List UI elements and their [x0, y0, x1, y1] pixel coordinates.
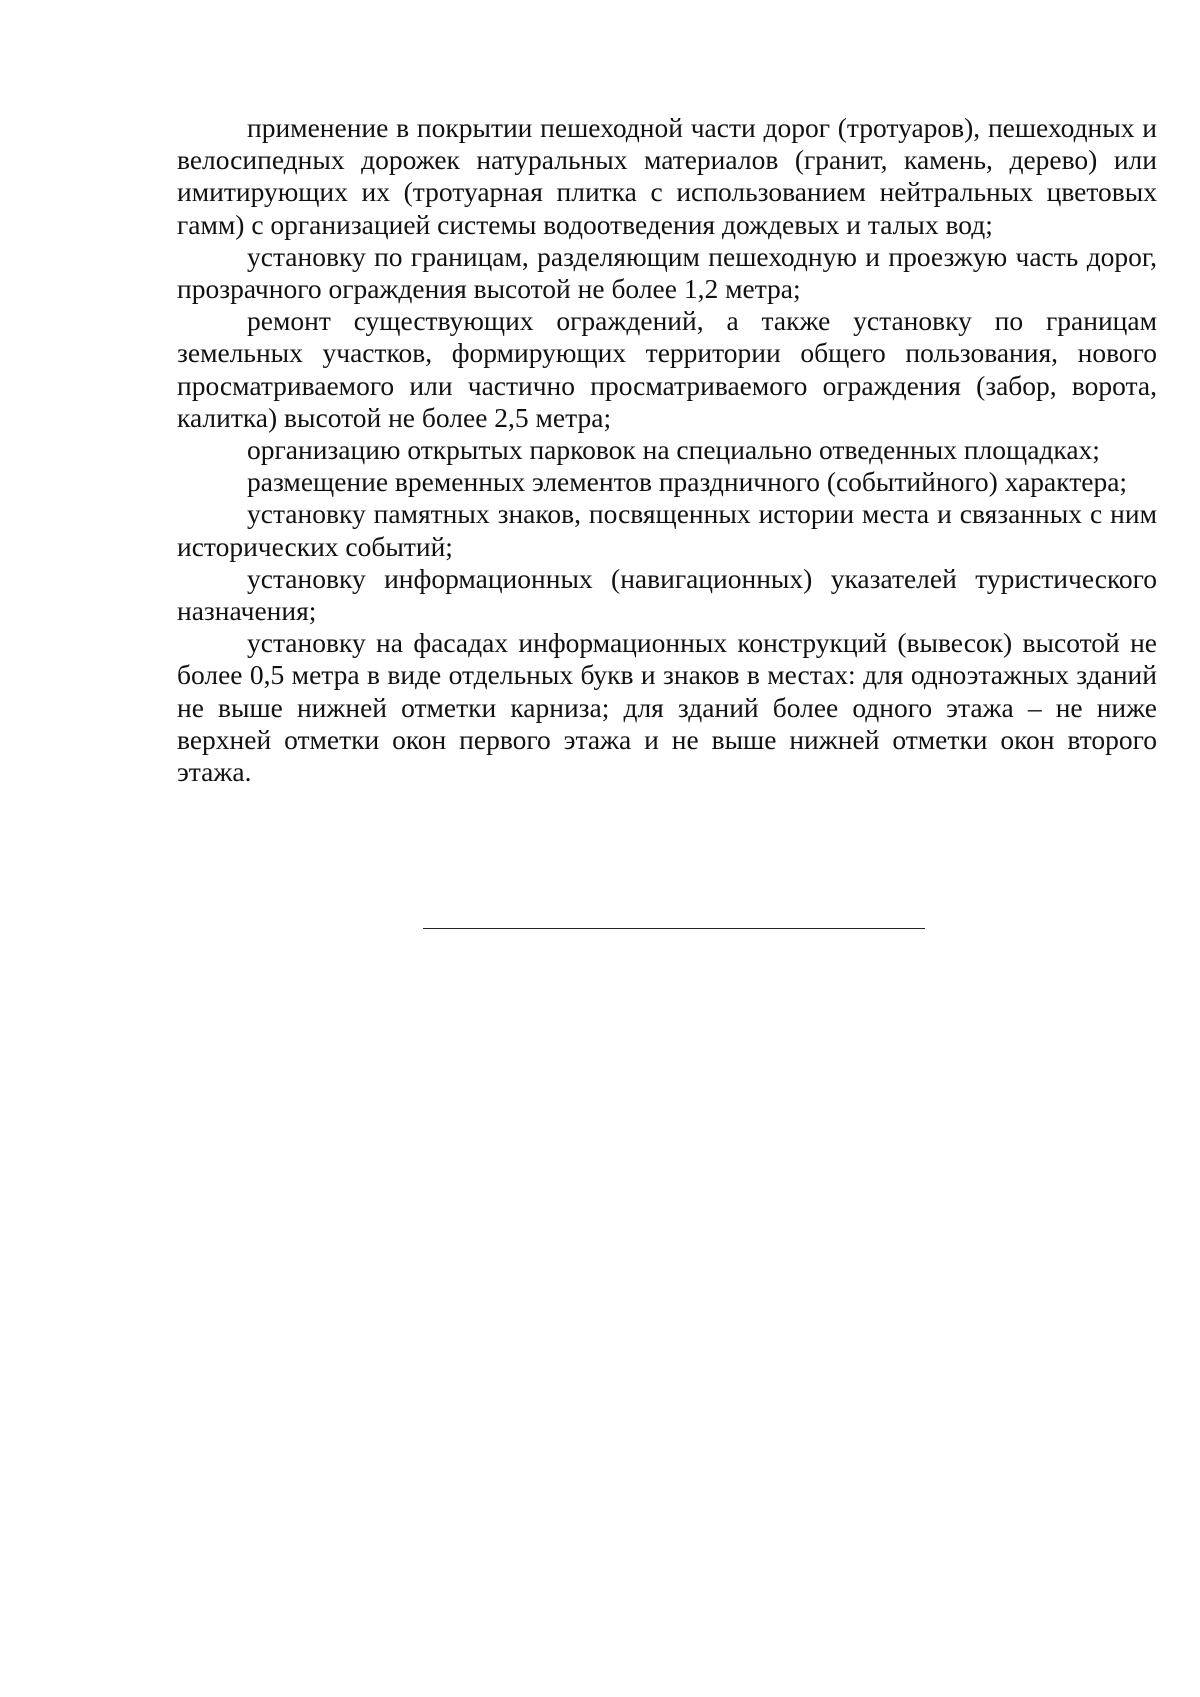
- paragraph-navigation-signs: установку информационных (навигационных) указателей туристического назначения;: [177, 562, 1157, 627]
- paragraph-fence-repair: ремонт существующих ограждений, а также установку по границам земельных участков, формирующих территории общего пользования, нового просматриваемого или частично просматриваемого ограждения (забор, ворота, калитка) высотой не более 2,5 метра;: [177, 305, 1157, 433]
- document-body: [177, 112, 1157, 788]
- paragraph-memorial-signs: установку памятных знаков, посвященных истории места и связанных с ним исторических событий;: [177, 498, 1157, 562]
- paragraph-festive-elements: размещение временных элементов праздничного (событийного) характера;: [247, 466, 1128, 498]
- paragraph-transparent-fence: установку по границам, разделяющим пешеходную и проезжую часть дорог, прозрачного ограждения высотой не более 1,2 метра;: [177, 240, 1157, 305]
- paragraph-facade-signs: установку на фасадах информационных конструкций (вывесок) высотой не более 0,5 метра в виде отдельных букв и знаков в местах: для одноэтажных зданий не выше нижней отметки карниза; для зданий более одного этажа – не ниже верхней отметки окон первого этажа и не выше нижней отметки окон второго этажа.: [177, 627, 1157, 788]
- end-divider-line: [423, 928, 925, 929]
- paragraph-parking: организацию открытых парковок на специально отведенных площадках;: [247, 434, 1100, 466]
- paragraph-paving: применение в покрытии пешеходной части дорог (тротуаров), пешеходных и велосипедных дорожек натуральных материалов (гранит, камень, дерево) или имитирующих их (тротуарная плитка с использованием нейтральных цветовых гамм) с организацией системы водоотведения дождевых и талых вод;: [177, 112, 1157, 240]
